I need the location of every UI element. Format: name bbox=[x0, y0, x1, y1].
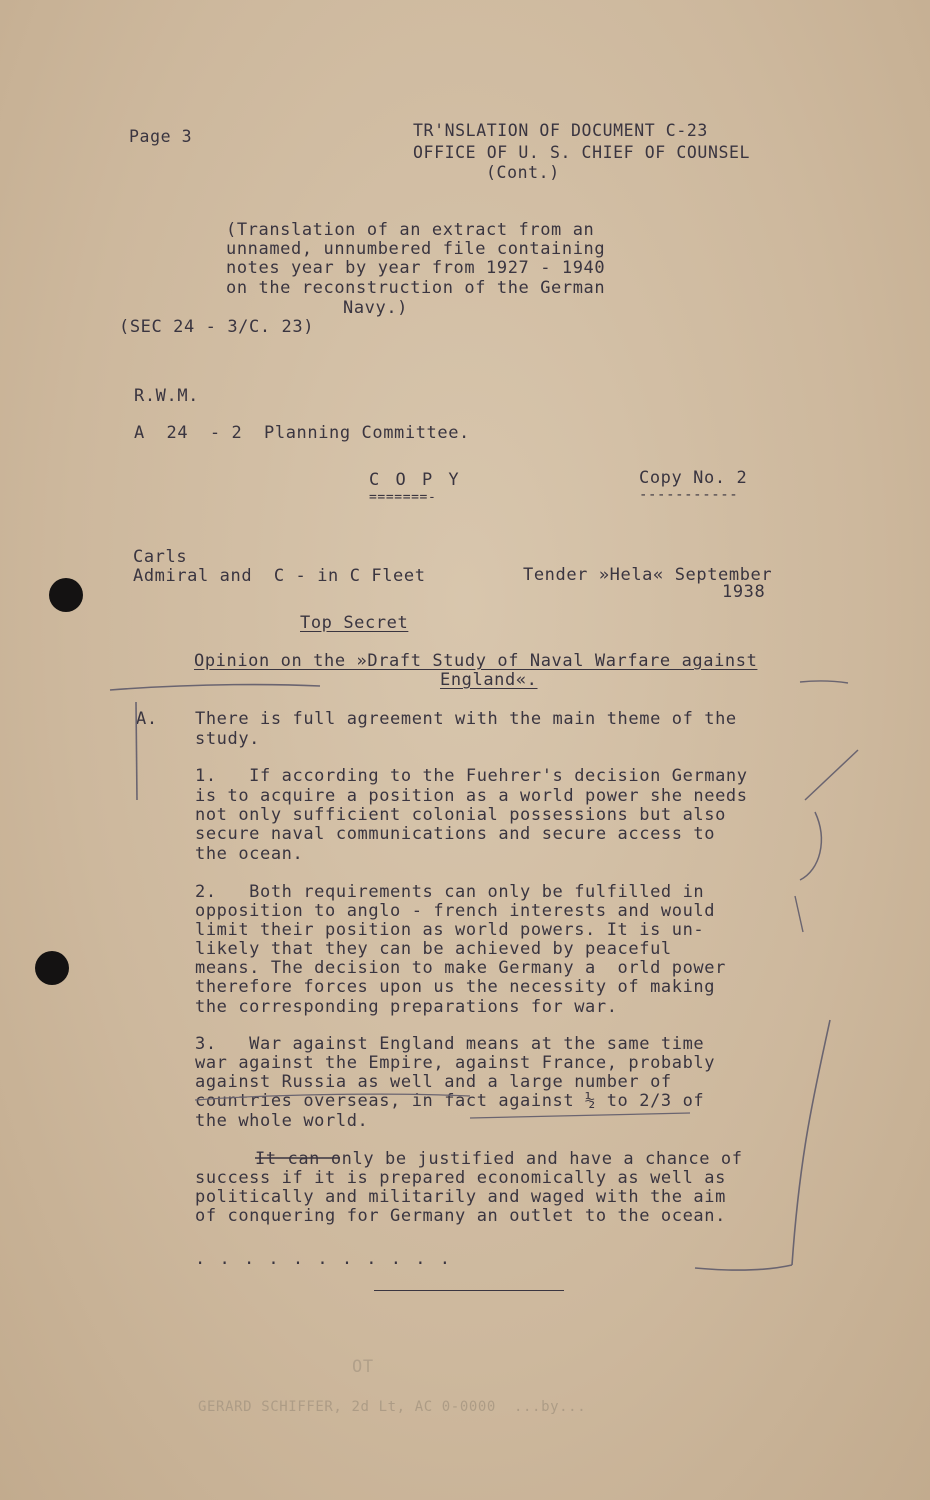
paragraph-line: war against the Empire, against France, probably bbox=[195, 1053, 716, 1073]
paragraph-line: secure naval communications and secure access to bbox=[195, 824, 716, 844]
from-title: Admiral and C - in C Fleet bbox=[133, 566, 426, 586]
paragraph-line: limit their position as world powers. It is un- bbox=[195, 920, 705, 940]
section-a-line: study. bbox=[195, 729, 261, 749]
document-title: TR'NSLATION OF DOCUMENT C-23 bbox=[413, 121, 708, 140]
paragraph-line: 3. War against England means at the same time bbox=[195, 1034, 705, 1054]
reference-number: (SEC 24 - 3/C. 23) bbox=[119, 317, 315, 337]
ellipsis: . . . . . . . . . . . bbox=[195, 1249, 452, 1269]
pencil-bracket bbox=[136, 702, 137, 800]
intro-line: on the reconstruction of the German bbox=[226, 278, 606, 298]
subject-line: England«. bbox=[440, 670, 538, 690]
paragraph-line: not only sufficient colonial possessions but also bbox=[195, 805, 726, 825]
pencil-tick bbox=[805, 750, 858, 800]
paragraph-line: the corresponding preparations for war. bbox=[195, 997, 618, 1017]
paragraph-line: countries overseas, in fact against ½ to 2/3 of bbox=[195, 1091, 705, 1111]
pencil-margin-line bbox=[695, 1265, 792, 1270]
paragraph-line: likely that they can be achieved by peaceful bbox=[195, 939, 672, 959]
document-cont: (Cont.) bbox=[486, 163, 560, 182]
paragraph-line: opposition to anglo - french interests and would bbox=[195, 901, 716, 921]
document-office: OFFICE OF U. S. CHIEF OF COUNSEL bbox=[413, 143, 751, 162]
copy-number: Copy No. 2 bbox=[639, 468, 748, 488]
paragraph-line: It can only be justified and have a chance of bbox=[255, 1149, 743, 1169]
pencil-tick bbox=[800, 812, 821, 880]
page-number: Page 3 bbox=[129, 127, 193, 146]
section-label: A. bbox=[136, 709, 158, 729]
section-a-line: There is full agreement with the main theme of the bbox=[195, 709, 737, 729]
from-name: Carls bbox=[133, 547, 188, 567]
pencil-underline bbox=[800, 681, 848, 683]
pencil-tick bbox=[795, 896, 803, 932]
intro-line: notes year by year from 1927 - 1940 bbox=[226, 258, 606, 278]
paragraph-line: the ocean. bbox=[195, 844, 304, 864]
paragraph-line: the whole world. bbox=[195, 1111, 369, 1131]
faint-footer-line: GERARD SCHIFFER, 2d Lt, AC 0-0000 ...by... bbox=[198, 1399, 587, 1415]
faint-mark: OT bbox=[352, 1357, 374, 1377]
classification: Top Secret bbox=[300, 613, 409, 633]
copy-label: C O P Y bbox=[369, 470, 462, 490]
copy-label-underline: =======- bbox=[369, 490, 437, 505]
paragraph-line: politically and militarily and waged with the aim bbox=[195, 1187, 726, 1207]
paragraph-line: therefore forces upon us the necessity of making bbox=[195, 977, 716, 997]
paragraph-line: 1. If according to the Fuehrer's decision Germany bbox=[195, 766, 748, 786]
pencil-underline bbox=[470, 1113, 690, 1118]
pencil-underline bbox=[195, 1094, 470, 1100]
place-date: Tender »Hela« September bbox=[523, 565, 773, 585]
pencil-underline bbox=[110, 685, 320, 690]
paragraph-line: against Russia as well and a large number of bbox=[195, 1072, 672, 1092]
paragraph-line: is to acquire a position as a world power she needs bbox=[195, 786, 748, 806]
subject-line: Opinion on the »Draft Study of Naval Warfare against bbox=[194, 651, 758, 671]
pencil-margin-line bbox=[792, 1020, 830, 1265]
intro-line: Navy.) bbox=[343, 298, 409, 318]
paragraph-line: means. The decision to make Germany a orld power bbox=[195, 958, 726, 978]
paragraph-line: success if it is prepared economically as well as bbox=[195, 1168, 726, 1188]
paragraph-line: of conquering for Germany an outlet to the ocean. bbox=[195, 1206, 726, 1226]
paragraph-line: 2. Both requirements can only be fulfilled in bbox=[195, 882, 705, 902]
intro-line: (Translation of an extract from an bbox=[226, 220, 595, 240]
rwm-label: R.W.M. bbox=[134, 386, 200, 406]
committee-line: A 24 - 2 Planning Committee. bbox=[134, 423, 470, 443]
intro-line: unnamed, unnumbered file containing bbox=[226, 239, 606, 259]
copy-number-underline: ----------- bbox=[639, 487, 739, 503]
date-year: 1938 bbox=[722, 582, 766, 602]
